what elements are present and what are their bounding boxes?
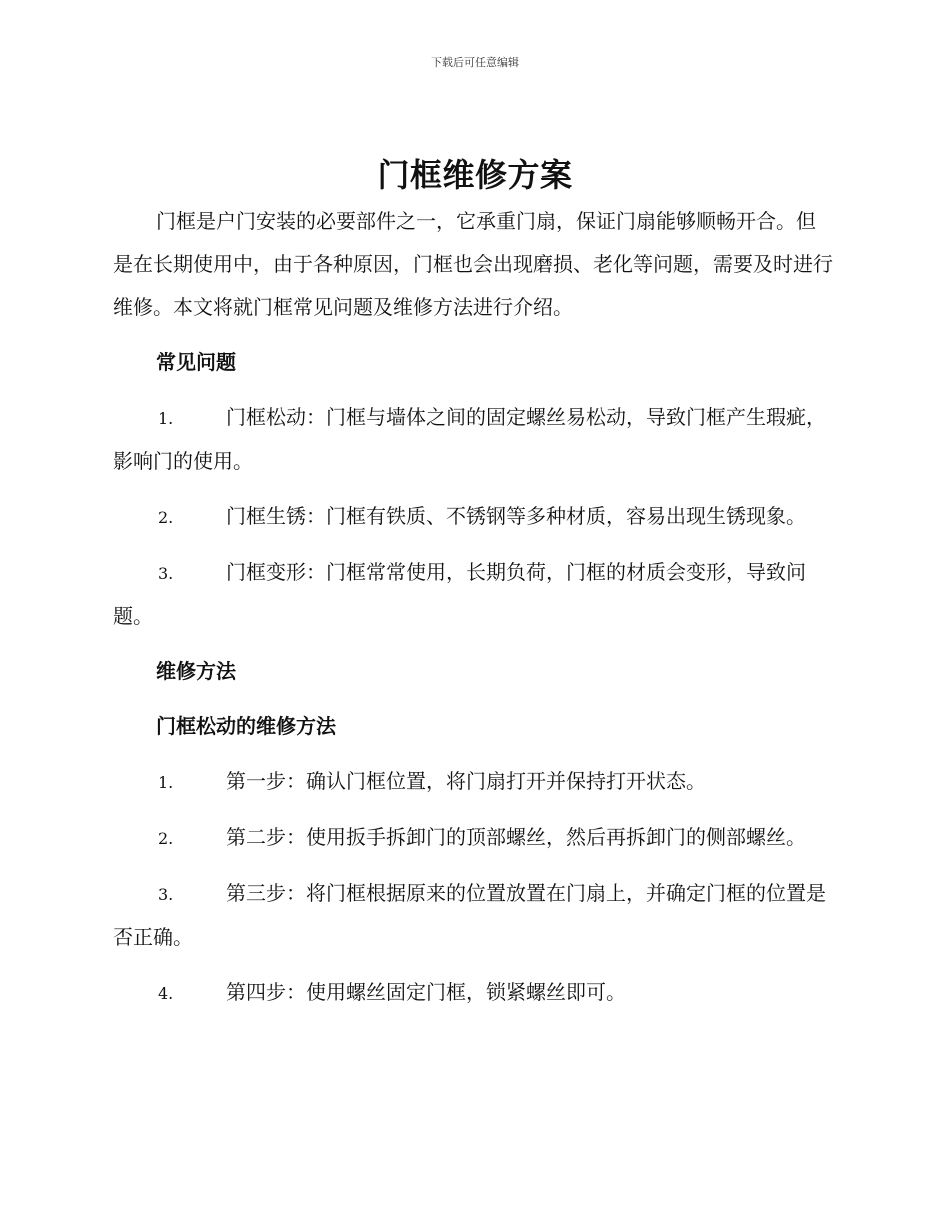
subheading-loose-frame-repair: 门框松动的维修方法 xyxy=(156,714,336,738)
document-body xyxy=(113,200,835,1015)
list-item xyxy=(113,396,835,483)
list-number: 1. xyxy=(158,409,174,428)
list-text: 第四步：使用螺丝固定门框，锁紧螺丝即可。 xyxy=(226,980,626,1004)
list-item xyxy=(113,872,835,959)
list-number: 3. xyxy=(158,885,174,904)
section-heading-repair-methods: 维修方法 xyxy=(156,659,236,683)
section-heading-common-problems: 常见问题 xyxy=(156,350,236,374)
list-text: 第二步：使用扳手拆卸门的顶部螺丝，然后再拆卸门的侧部螺丝。 xyxy=(226,825,806,849)
list-text: 第三步：将门框根据原来的位置放置在门扇上，并确定门框的位置是否正确。 xyxy=(113,881,826,949)
list-number: 2. xyxy=(158,508,174,527)
list-item xyxy=(113,760,835,804)
list-text: 第一步：确认门框位置，将门扇打开并保持打开状态。 xyxy=(226,769,706,793)
document-title: 门框维修方案 xyxy=(377,156,573,194)
list-item xyxy=(113,495,835,539)
page-header: 下载后可任意编辑 xyxy=(431,56,519,69)
list-number: 2. xyxy=(158,829,174,848)
intro-paragraph: 门框是户门安装的必要部件之一，它承重门扇，保证门扇能够顺畅开合。但是在长期使用中，由于各种原因，门框也会出现磨损、老化等问题，需要及时进行维修。本文将就门框常见问题及维修方法进行介绍。 xyxy=(113,209,833,319)
list-text: 门框松动：门框与墙体之间的固定螺丝易松动，导致门框产生瑕疵，影响门的使用。 xyxy=(113,405,826,473)
list-item xyxy=(113,551,835,638)
list-item xyxy=(113,816,835,860)
list-number: 4. xyxy=(158,984,174,1003)
list-number: 3. xyxy=(158,564,174,583)
list-item xyxy=(113,971,835,1015)
list-text: 门框变形：门框常常使用，长期负荷，门框的材质会变形，导致问题。 xyxy=(113,560,806,628)
list-text: 门框生锈：门框有铁质、不锈钢等多种材质，容易出现生锈现象。 xyxy=(226,504,806,528)
list-number: 1. xyxy=(158,773,174,792)
